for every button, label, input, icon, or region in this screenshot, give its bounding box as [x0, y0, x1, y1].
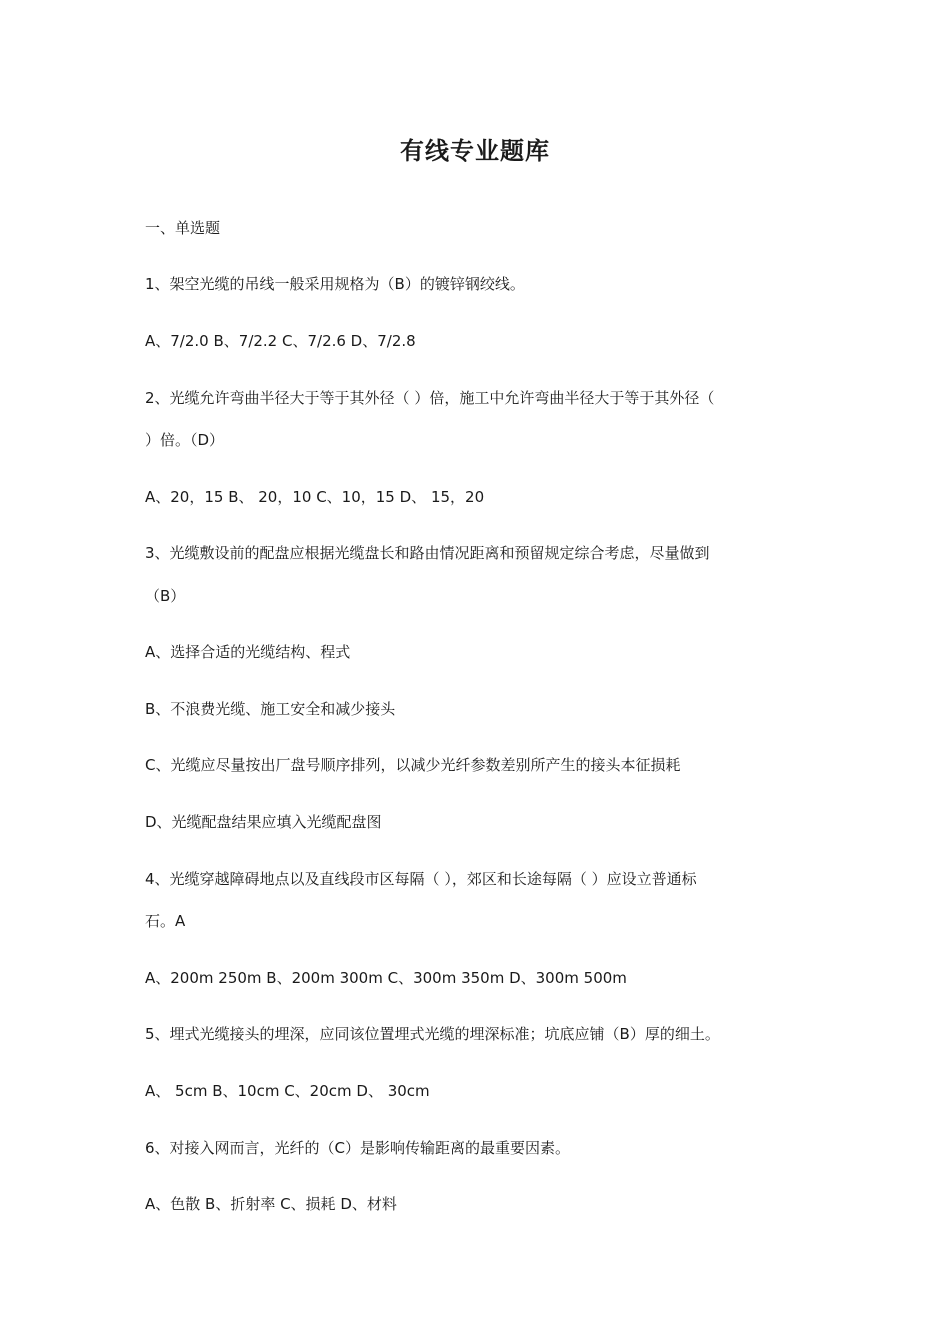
- question-6: 6、对接入网而言，光纤的（C）是影响传输距离的最重要因素。: [145, 1139, 571, 1157]
- question-1: 1、架空光缆的吊线一般采用规格为（B）的镀锌钢绞线。: [145, 275, 525, 293]
- question-4-continued: 石。A: [145, 912, 186, 930]
- question-2: 2、光缆允许弯曲半径大于等于其外径（ ）倍，施工中允许弯曲半径大于等于其外径（: [145, 389, 715, 407]
- question-3-option-a: A、选择合适的光缆结构、程式: [145, 643, 351, 661]
- question-6-options: A、色散 B、折射率 C、损耗 D、材料: [145, 1195, 397, 1213]
- question-3: 3、光缆敷设前的配盘应根据光缆盘长和路由情况距离和预留规定综合考虑，尽量做到: [145, 544, 710, 562]
- question-1-options: A、7/2.0 B、7/2.2 C、7/2.6 D、7/2.8: [145, 332, 416, 350]
- question-3-continued: （B）: [145, 587, 186, 605]
- question-2-options: A、20，15 B、 20，10 C、10，15 D、 15，20: [145, 488, 485, 506]
- section-heading-single-choice: 一、单选题: [145, 219, 221, 237]
- question-4: 4、光缆穿越障碍地点以及直线段市区每隔（ ），郊区和长途每隔（ ）应设立普通标: [145, 870, 697, 888]
- question-4-options: A、200m 250m B、200m 300m C、300m 350m D、300m 500m: [145, 969, 627, 987]
- question-3-option-c: C、光缆应尽量按出厂盘号顺序排列，以减少光纤参数差别所产生的接头本征损耗: [145, 756, 681, 774]
- document-title: 有线专业题库: [400, 137, 550, 165]
- question-5: 5、埋式光缆接头的埋深，应同该位置埋式光缆的埋深标准；坑底应铺（B）厚的细土。: [145, 1025, 720, 1043]
- question-5-options: A、 5cm B、10cm C、20cm D、 30cm: [145, 1082, 430, 1100]
- question-3-option-d: D、光缆配盘结果应填入光缆配盘图: [145, 813, 382, 831]
- question-2-continued: ）倍。（D）: [145, 431, 225, 449]
- question-3-option-b: B、不浪费光缆、施工安全和减少接头: [145, 700, 396, 718]
